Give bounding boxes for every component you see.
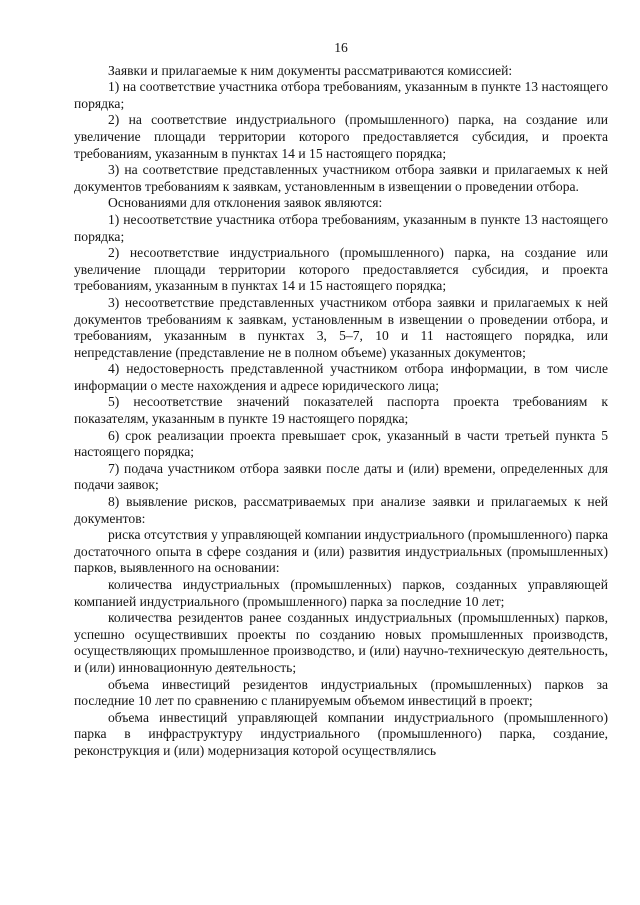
paragraph-rejection-item-6: 6) срок реализации проекта превышает срок, указанный в части третьей пункта 5 настоящего порядка; xyxy=(74,427,608,460)
paragraph-rejection-intro: Основаниями для отклонения заявок являются: xyxy=(108,195,383,211)
document-page xyxy=(74,40,608,760)
paragraph-rejection-item-1: 1) несоответствие участника отбора требованиям, указанным в пункте 13 настоящего порядка; xyxy=(74,211,608,244)
paragraph-rejection-item-2: 2) несоответствие индустриального (промышленного) парка, на создание или увеличение площади территории которого предоставляется субсидия, и проекта требованиям, указанным в пунктах 14 и 15 настоящего порядка; xyxy=(74,245,608,294)
paragraph-review-item-2: 2) на соответствие индустриального (промышленного) парка, на создание или увеличение площади территории которого предоставляется субсидия, и проекта требованиям, указанным в пунктах 14 и 15 настоящего порядка; xyxy=(74,112,608,161)
paragraph-rejection-item-4: 4) недостоверность представленной участником отбора информации, в том числе информации о месте нахождения и адресе юридического лица; xyxy=(74,361,608,393)
paragraph-review-item-1: 1) на соответствие участника отбора требованиям, указанным в пункте 13 настоящего порядка; xyxy=(74,79,608,111)
paragraph-risk-parks-count: количества индустриальных (промышленных) парков, созданных управляющей компанией индустриального (промышленного) парка за последние 10 лет; xyxy=(74,577,608,609)
paragraph-review-item-3: 3) на соответствие представленных участником отбора заявки и прилагаемых к ней документов требованиям к заявкам, установленным в извещении о проведении отбора. xyxy=(74,162,608,194)
page-number: 16 xyxy=(334,40,348,55)
paragraph-intro: Заявки и прилагаемые к ним документы рассматриваются комиссией: xyxy=(108,62,513,78)
paragraph-rejection-item-3: 3) несоответствие представленных участником отбора заявки и прилагаемых к ней документов требованиям к заявкам, установленным в извещении о проведении отбора, и требованиям, указанным в пунктах 3, 5–7, 10 и 11 настоящего порядка, или непредставление (представление не в полном объеме) указанных документов; xyxy=(74,294,608,360)
paragraph-rejection-item-5: 5) несоответствие значений показателей паспорта проекта требованиям к показателям, указанным в пункте 19 настоящего порядка; xyxy=(74,394,608,427)
paragraph-risk-experience: риска отсутствия у управляющей компании индустриального (промышленного) парка достаточного опыта в сфере создания и (или) развития индустриальных (промышленных) парков, выявленного на основании: xyxy=(74,527,608,576)
paragraph-risk-residents-count: количества резидентов ранее созданных индустриальных (промышленных) парков, успешно осуществивших проекты по созданию новых промышленных производств, осуществляющих промышленное производство, и (или) научно-техническую деятельность, и (или) инновационную деятельность; xyxy=(74,610,608,675)
paragraph-rejection-item-8: 8) выявление рисков, рассматриваемых при анализе заявки и прилагаемых к ней документов: xyxy=(74,494,608,526)
paragraph-risk-company-investment: объема инвестиций управляющей компании индустриального (промышленного) парка в инфраструктуру индустриального (промышленного) парка, создание, реконструкция и (или) модернизация которой осуществлялись xyxy=(74,709,608,758)
paragraph-rejection-item-7: 7) подача участником отбора заявки после даты и (или) времени, определенных для подачи заявок; xyxy=(74,460,608,493)
paragraph-risk-residents-investment: объема инвестиций резидентов индустриальных (промышленных) парков за последние 10 лет по сравнению с планируемым объемом инвестиций в проект; xyxy=(74,676,608,709)
